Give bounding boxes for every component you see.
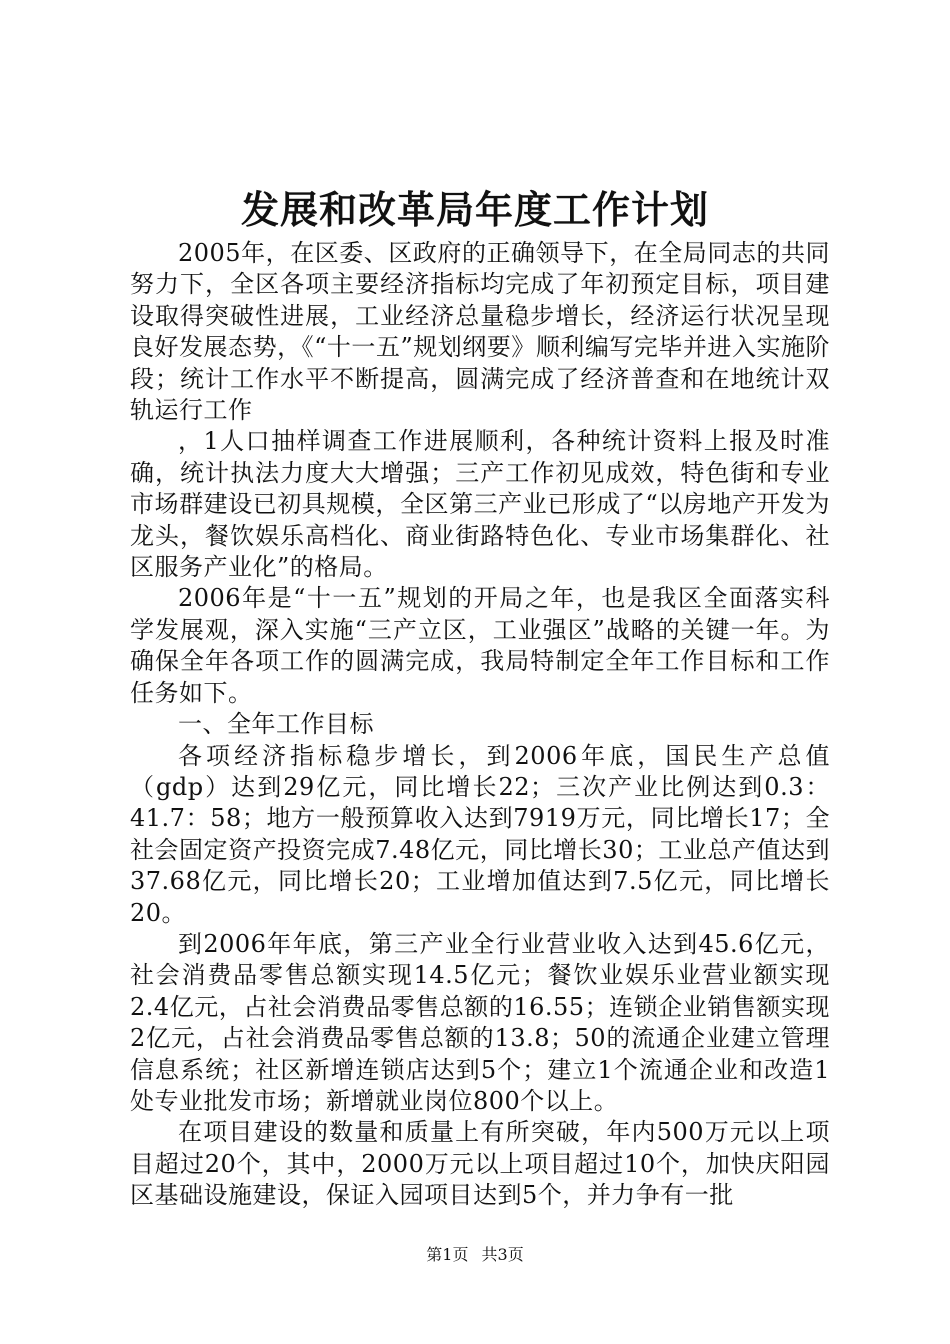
paragraph: 2005年，在区委、区政府的正确领导下，在全局同志的共同努力下，全区各项主要经济指标均完成了年初预定目标，项目建设取得突破性进展，工业经济总量稳步增长，经济运行状况呈现良好发展态势，《“十一五”规划纲要》顺利编写完毕并进入实施阶段；统计工作水平不断提高，圆满完成了经济普查和在地统计双轨运行工作 xyxy=(130,239,830,425)
document-body xyxy=(130,238,830,1212)
paragraph: 在项目建设的数量和质量上有所突破，年内500万元以上项目超过20个，其中，2000万元以上项目超过10个，加快庆阳园区基础设施建设，保证入园项目达到5个，并力争有一批 xyxy=(130,1118,830,1210)
section-heading: 一、全年工作目标 xyxy=(178,710,374,739)
page-number: 第1页 xyxy=(426,1245,469,1264)
paragraph: 2006年是“十一五”规划的开局之年，也是我区全面落实科学发展观，深入实施“三产立区，工业强区”战略的关键一年。为确保全年各项工作的圆满完成，我局特制定全年工作目标和工作任务如下。 xyxy=(130,584,830,707)
page-footer xyxy=(0,1243,950,1267)
paragraph: 各项经济指标稳步增长，到2006年底，国民生产总值（gdp）达到29亿元，同比增长22；三次产业比例达到0.3：41.7：58；地方一般预算收入达到7919万元，同比增长17；全社会固定资产投资完成7.48亿元，同比增长30；工业总产值达到37.68亿元，同比增长20；工业增加值达到7.5亿元，同比增长20。 xyxy=(130,741,830,927)
page-total: 共3页 xyxy=(481,1245,524,1264)
paragraph: 到2006年年底，第三产业全行业营业收入达到45.6亿元，社会消费品零售总额实现14.5亿元；餐饮业娱乐业营业额实现2.4亿元，占社会消费品零售总额的16.55；连锁企业销售额实现2亿元，占社会消费品零售总额的13.8；50的流通企业建立管理信息系统；社区新增连锁店达到5个；建立1个流通企业和改造1处专业批发市场；新增就业岗位800个以上。 xyxy=(130,929,830,1115)
document-title: 发展和改革局年度工作计划 xyxy=(240,187,709,232)
paragraph: ，1人口抽样调查工作进展顺利，各种统计资料上报及时准确，统计执法力度大大增强；三产工作初见成效，特色街和专业市场群建设已初具规模，全区第三产业已形成了“以房地产开发为龙头，餐饮娱乐高档化、商业街路特色化、专业市场集群化、社区服务产业化”的格局。 xyxy=(130,427,830,582)
